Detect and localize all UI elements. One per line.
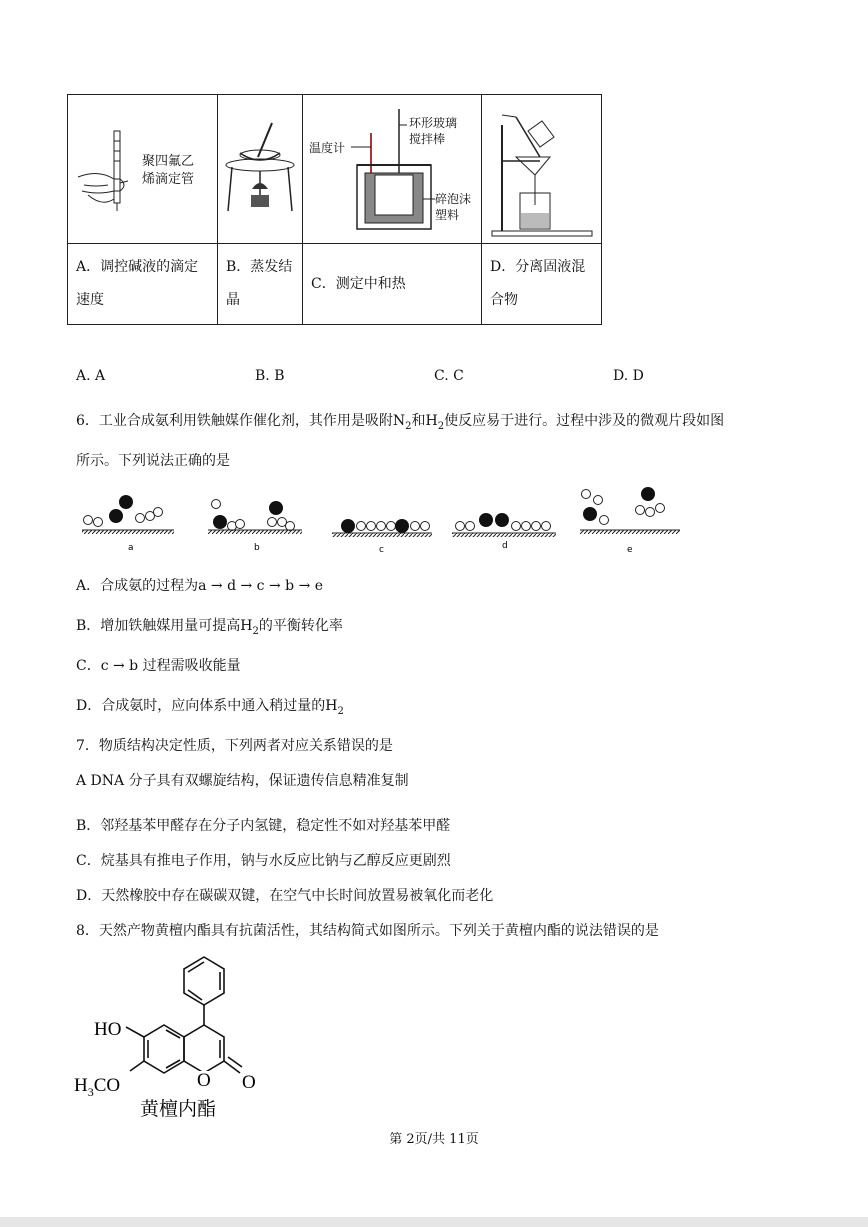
q5-option-c[interactable]: C. C [434, 368, 464, 384]
panel-a [82, 495, 174, 534]
figure-cell-c [303, 95, 482, 244]
burette-label-line2: 烯滴定管 [142, 172, 195, 187]
q6-option-c[interactable]: C．c → b 过程需吸收能量 [76, 658, 241, 674]
q7-option-a[interactable]: A DNA 分子具有双螺旋结构，保证遗传信息精准复制 [76, 773, 409, 789]
figure-cell-a [68, 95, 218, 244]
h3co-label: $H_3CO$ [74, 1075, 121, 1099]
figure-cell-b [218, 95, 303, 244]
q7-option-b[interactable]: B．邻羟基苯甲醛存在分子内氢键，稳定性不如对羟基苯甲醛 [76, 818, 451, 834]
stirrer-label-line2: 搅拌棒 [409, 132, 446, 146]
panel-e [580, 487, 680, 534]
q6-option-b[interactable]: B．增加铁触媒用量可提高$H_2$的平衡转化率 [76, 618, 343, 637]
catalysis-panels [76, 482, 686, 556]
caption-a-line2: 速度 [76, 292, 104, 308]
q6-option-d[interactable]: D．合成氨时，应向体系中通入稍过量的$H_2$ [76, 698, 344, 717]
panel-d [452, 513, 556, 537]
panel-c [332, 519, 432, 537]
panel-label-e: e [627, 545, 633, 555]
q6-stem-line1: 6．工业合成氨利用铁触媒作催化剂，其作用是吸附$N_2$和$H_2$使反应易于进行。过程中涉及的微观片段如图 [76, 413, 725, 432]
thermometer-label: 温度计 [309, 141, 346, 155]
q5-option-d[interactable]: D. D [613, 368, 644, 384]
caption-b [218, 244, 303, 325]
page-footer: 第 2页/共 11页 [389, 1132, 479, 1147]
dalbergin-structure [70, 945, 290, 1120]
foam-label-line2: 塑料 [435, 208, 460, 222]
panel-label-c: c [379, 545, 384, 555]
ring-oxygen-label: O [197, 1070, 211, 1091]
q7-option-c[interactable]: C．烷基具有推电子作用，钠与水反应比钠与乙醇反应更剧烈 [76, 853, 451, 869]
panel-b [208, 500, 302, 535]
foam-label-line1: 碎泡沫 [435, 192, 472, 206]
caption-d [482, 244, 602, 325]
caption-b-line2: 晶 [226, 292, 240, 308]
compound-name: 黄檀内酯 [140, 1098, 217, 1120]
filtration-figure [482, 95, 601, 243]
q6-stem-line2: 所示。下列说法正确的是 [76, 453, 230, 469]
q6-option-a[interactable]: A．合成氨的过程为a → d → c → b → e [76, 578, 324, 594]
q5-option-a[interactable]: A. A [76, 368, 106, 384]
burette-label-line1: 聚四氟乙 [142, 154, 195, 169]
caption-b-line1: B．蒸发结 [226, 259, 293, 275]
q7-option-d[interactable]: D．天然橡胶中存在碳碳双键，在空气中长时间放置易被氧化而老化 [76, 888, 494, 904]
caption-c-text: C．测定中和热 [311, 275, 406, 292]
caption-d-line1: D．分离固液混 [490, 259, 586, 275]
evaporation-figure [218, 95, 302, 243]
panel-label-d: d [502, 541, 508, 551]
ho-label: HO [94, 1019, 122, 1040]
caption-c [303, 244, 482, 325]
q7-stem: 7．物质结构决定性质，下列两者对应关系错误的是 [76, 738, 393, 754]
caption-a-line1: A．调控碱液的滴定 [76, 259, 199, 275]
figure-cell-d [482, 95, 602, 244]
q5-option-b[interactable]: B. B [255, 368, 285, 384]
caption-a [68, 244, 218, 325]
carbonyl-oxygen-label: O [242, 1072, 256, 1093]
experiment-table [67, 94, 602, 325]
q8-stem: 8．天然产物黄檀内酯具有抗菌活性，其结构简式如图所示。下列关于黄檀内酯的说法错误的是 [76, 923, 659, 939]
stirrer-label-line1: 环形玻璃 [409, 116, 458, 130]
bottom-bar [0, 1217, 868, 1227]
panel-label-a: a [128, 543, 134, 553]
caption-d-line2: 合物 [490, 292, 518, 308]
panel-label-b: b [254, 543, 260, 553]
